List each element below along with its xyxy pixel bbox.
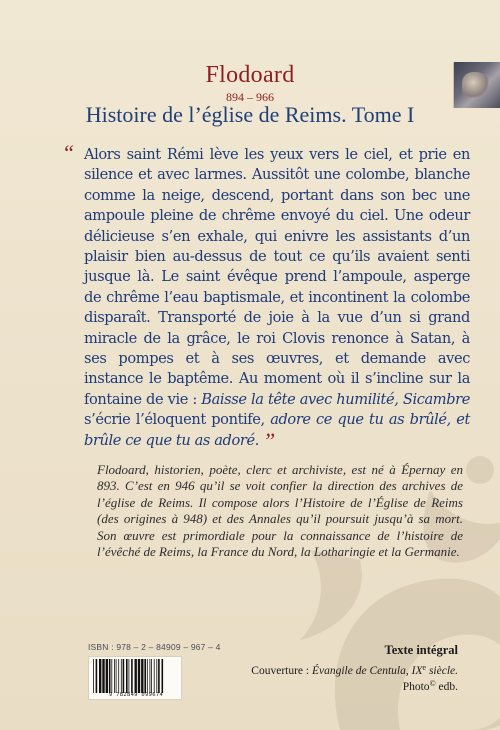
barcode-bar bbox=[131, 659, 133, 693]
photo-credit bbox=[403, 679, 458, 693]
author-dates: 894 – 966 bbox=[226, 90, 274, 104]
cover-credit bbox=[251, 663, 458, 677]
barcode-bar bbox=[147, 659, 148, 693]
bio-work-title-2: Annales bbox=[249, 511, 291, 527]
barcode-bar bbox=[150, 659, 151, 693]
barcode-bar bbox=[162, 659, 164, 693]
author-name: Flodoard bbox=[205, 62, 295, 88]
barcode-bar bbox=[111, 659, 112, 693]
barcode-bar bbox=[109, 659, 111, 693]
texte-integral-label: Texte intégral bbox=[384, 643, 458, 657]
barcode-bar bbox=[151, 659, 152, 693]
barcode-bar bbox=[121, 659, 122, 693]
barcode-bar bbox=[116, 659, 117, 693]
barcode-bars bbox=[92, 659, 180, 693]
close-quote-mark: ” bbox=[262, 427, 275, 453]
barcode-bar bbox=[129, 659, 130, 693]
barcode-bar bbox=[138, 659, 140, 693]
barcode-number: 9 782849 099674 bbox=[108, 692, 164, 698]
bio-part-3: qu’il poursuit jusqu’à sa mort. Son œuvre est primordiale pour la connaissance de l’histoire de l’évêché de Reims, la France du Nord, la Lotharingie et la Germanie. bbox=[97, 511, 464, 560]
quote-italic-1: Baisse la tête avec humilité, Sicambre bbox=[201, 390, 470, 408]
bio-part-2: (des origines à 948) et des bbox=[97, 511, 250, 527]
barcode-bar bbox=[156, 659, 157, 693]
author-biography bbox=[97, 462, 463, 560]
barcode bbox=[88, 656, 182, 700]
barcode-bar bbox=[118, 659, 119, 693]
barcode-bar bbox=[102, 659, 104, 693]
barcode-bar bbox=[126, 659, 128, 693]
cover-credit-end: siècle. bbox=[426, 665, 458, 677]
cover-credit-century: , IX bbox=[405, 665, 423, 677]
isbn: ISBN : 978 – 2 – 84909 – 967 – 4 bbox=[88, 642, 221, 652]
photo-credit-label: Photo bbox=[402, 681, 430, 693]
book-title: Histoire de l’église de Reims. Tome I bbox=[85, 102, 415, 127]
barcode-bar bbox=[123, 659, 125, 693]
barcode-bar bbox=[135, 659, 137, 693]
open-quote-mark: “ bbox=[62, 140, 75, 165]
quote-italic-2: adore ce que tu as brûlé, et brûle ce que tu as adoré. bbox=[84, 411, 470, 449]
quote-text-2: s’écrie l’éloquent pontife, bbox=[84, 411, 271, 429]
photo-credit-name: edb. bbox=[435, 681, 458, 693]
bio-part-1: Flodoard, historien, poète, clerc et archiviste, est né à Épernay en 893. C’est en 946 qu’il se voit confier la direction des archives de l’église de Reims. Il compose alors l’ bbox=[97, 462, 463, 510]
barcode-bar bbox=[93, 659, 94, 693]
barcode-bar bbox=[96, 659, 98, 693]
quote-text-main: Alors saint Rémi lève les yeux vers le ciel, et prie en silence et avec larmes. Aussitôt une colombe, blanche comme la neige, descend, portant dans son bec une ampoule pleine de chrême envoyé du ciel. Une odeur délicieuse s’en exhale, qui enivre les assistants d’un plaisir bien au-dessus de tout ce qu’ils avaient senti jusque là. Le saint évêque prend l’ampoule, asperge de chrême l’eau baptismale, et incontinent la colombe disparaît. Transporté de joie à la vue d’un si grand miracle de la grâce, le roi Clovis renonce à Satan, à ses pompes et à ses œuvres, et demande avec instance le baptême. Au moment où il s’incline sur la fontaine de vie : bbox=[84, 146, 470, 408]
barcode-bar bbox=[106, 659, 108, 693]
barcode-bar bbox=[158, 659, 160, 693]
barcode-bar bbox=[114, 659, 115, 693]
barcode-bar bbox=[99, 659, 101, 693]
cover-credit-title: Évangile de Centula bbox=[311, 665, 406, 677]
bio-work-title-1: Histoire de l’Église de Reims bbox=[302, 494, 463, 510]
barcode-bar bbox=[144, 659, 146, 693]
barcode-bar bbox=[141, 659, 143, 693]
quote-excerpt bbox=[84, 145, 470, 451]
cover-credit-sup: e bbox=[422, 663, 427, 672]
cover-credit-label: Couverture : bbox=[251, 665, 312, 677]
barcode-bar bbox=[154, 659, 155, 693]
photo-copyright-symbol: © bbox=[429, 679, 436, 688]
